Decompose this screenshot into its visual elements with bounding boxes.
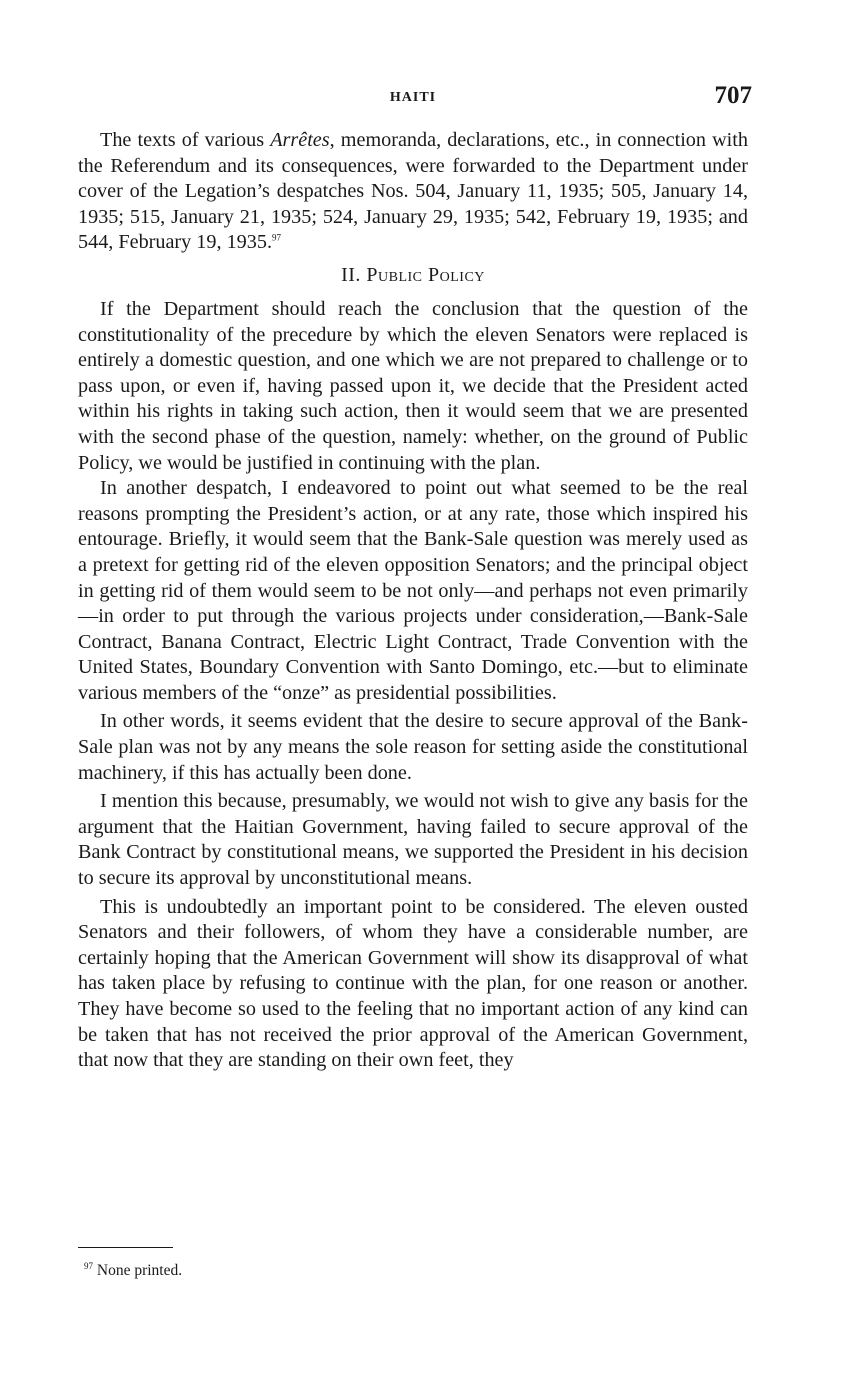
paragraph-in-other-words: In other words, it seems evident that the desire to secure approval of the Bank-Sale plan was not by any means the sole reason for setting aside the constitutional machinery, if this has actually been done. xyxy=(78,710,748,784)
running-head xyxy=(78,82,752,114)
paragraph-department-conclusion: If the Department should reach the conclusion that the question of the constitutionality of the precedure by which the eleven Senators were replaced is entirely a domestic question, and one which we are not prepared to challenge or to pass upon, or even if, having passed upon it, we decide that the President acted within his rights in taking such action, then it would seem that we are presented with the second phase of the question, namely: whether, on the ground of Public Policy, we would be justified in continuing with the plan. xyxy=(78,297,748,474)
paragraph-texts-forwarded xyxy=(78,128,748,256)
paragraph-i-mention-this: I mention this because, presumably, we would not wish to give any basis for the argument that the Haitian Government, having failed to secure approval of the Bank Contract by constitutional means, we supported the President in his decision to secure its approval by unconstitutional means. xyxy=(78,790,748,890)
paragraph-important-point: This is undoubtedly an important point to be considered. The eleven ousted Senators and their followers, of whom they have a considerable number, are certainly hoping that the American Government will show its disapproval of what has taken place by refusing to continue with the plan, for one reason or another. They have become so used to the feeling that no important action of any kind can be taken that has not received the prior approval of the American Government, that now that they are standing on their own feet, they xyxy=(78,895,748,1072)
paragraph-another-despatch: In another despatch, I endeavored to point out what seemed to be the real reasons prompting the President’s action, or at any rate, those which inspired his entourage. Briefly, it would seem that the Bank-Sale question was merely used as a pretext for getting rid of the eleven opposition Senators; and the principal object in getting rid of them would seem to be not only—and perhaps not even primarily—in order to put through the various projects under consideration,—Bank-Sale Contract, Banana Contract, Electric Light Contract, Trade Convention with the United States, Boundary Convention with Santo Domingo, etc.—but to eliminate various members of the “onze” as presidential possibilities. xyxy=(78,477,748,704)
page-body xyxy=(78,82,752,1074)
italic-term: Arrêtes xyxy=(270,129,330,151)
section-numeral: II. xyxy=(341,263,361,286)
paragraph-text: The texts of various xyxy=(100,129,271,151)
footnote xyxy=(84,1262,182,1280)
section-title: Public Policy xyxy=(366,263,485,286)
paragraph-text: , memoranda, declarations, etc., in connection with the Referendum and its consequences, were forwarded to the Department under cover of the Legation’s despatches Nos. 504, January 11, 1935; 505, January 14, 1935; 515, January 21, 1935; 524, January 29, 1935; 542, February 19, 1935; and 544, February 19, 1935. xyxy=(78,129,748,254)
section-heading xyxy=(78,264,748,287)
page-number: 707 xyxy=(714,82,752,109)
running-title: HAITI xyxy=(389,90,437,105)
footnote-marker: 97 xyxy=(84,1260,93,1271)
footnote-reference: 97 xyxy=(272,232,281,243)
footnote-text: None printed. xyxy=(96,1262,183,1279)
footnote-divider xyxy=(78,1247,173,1248)
